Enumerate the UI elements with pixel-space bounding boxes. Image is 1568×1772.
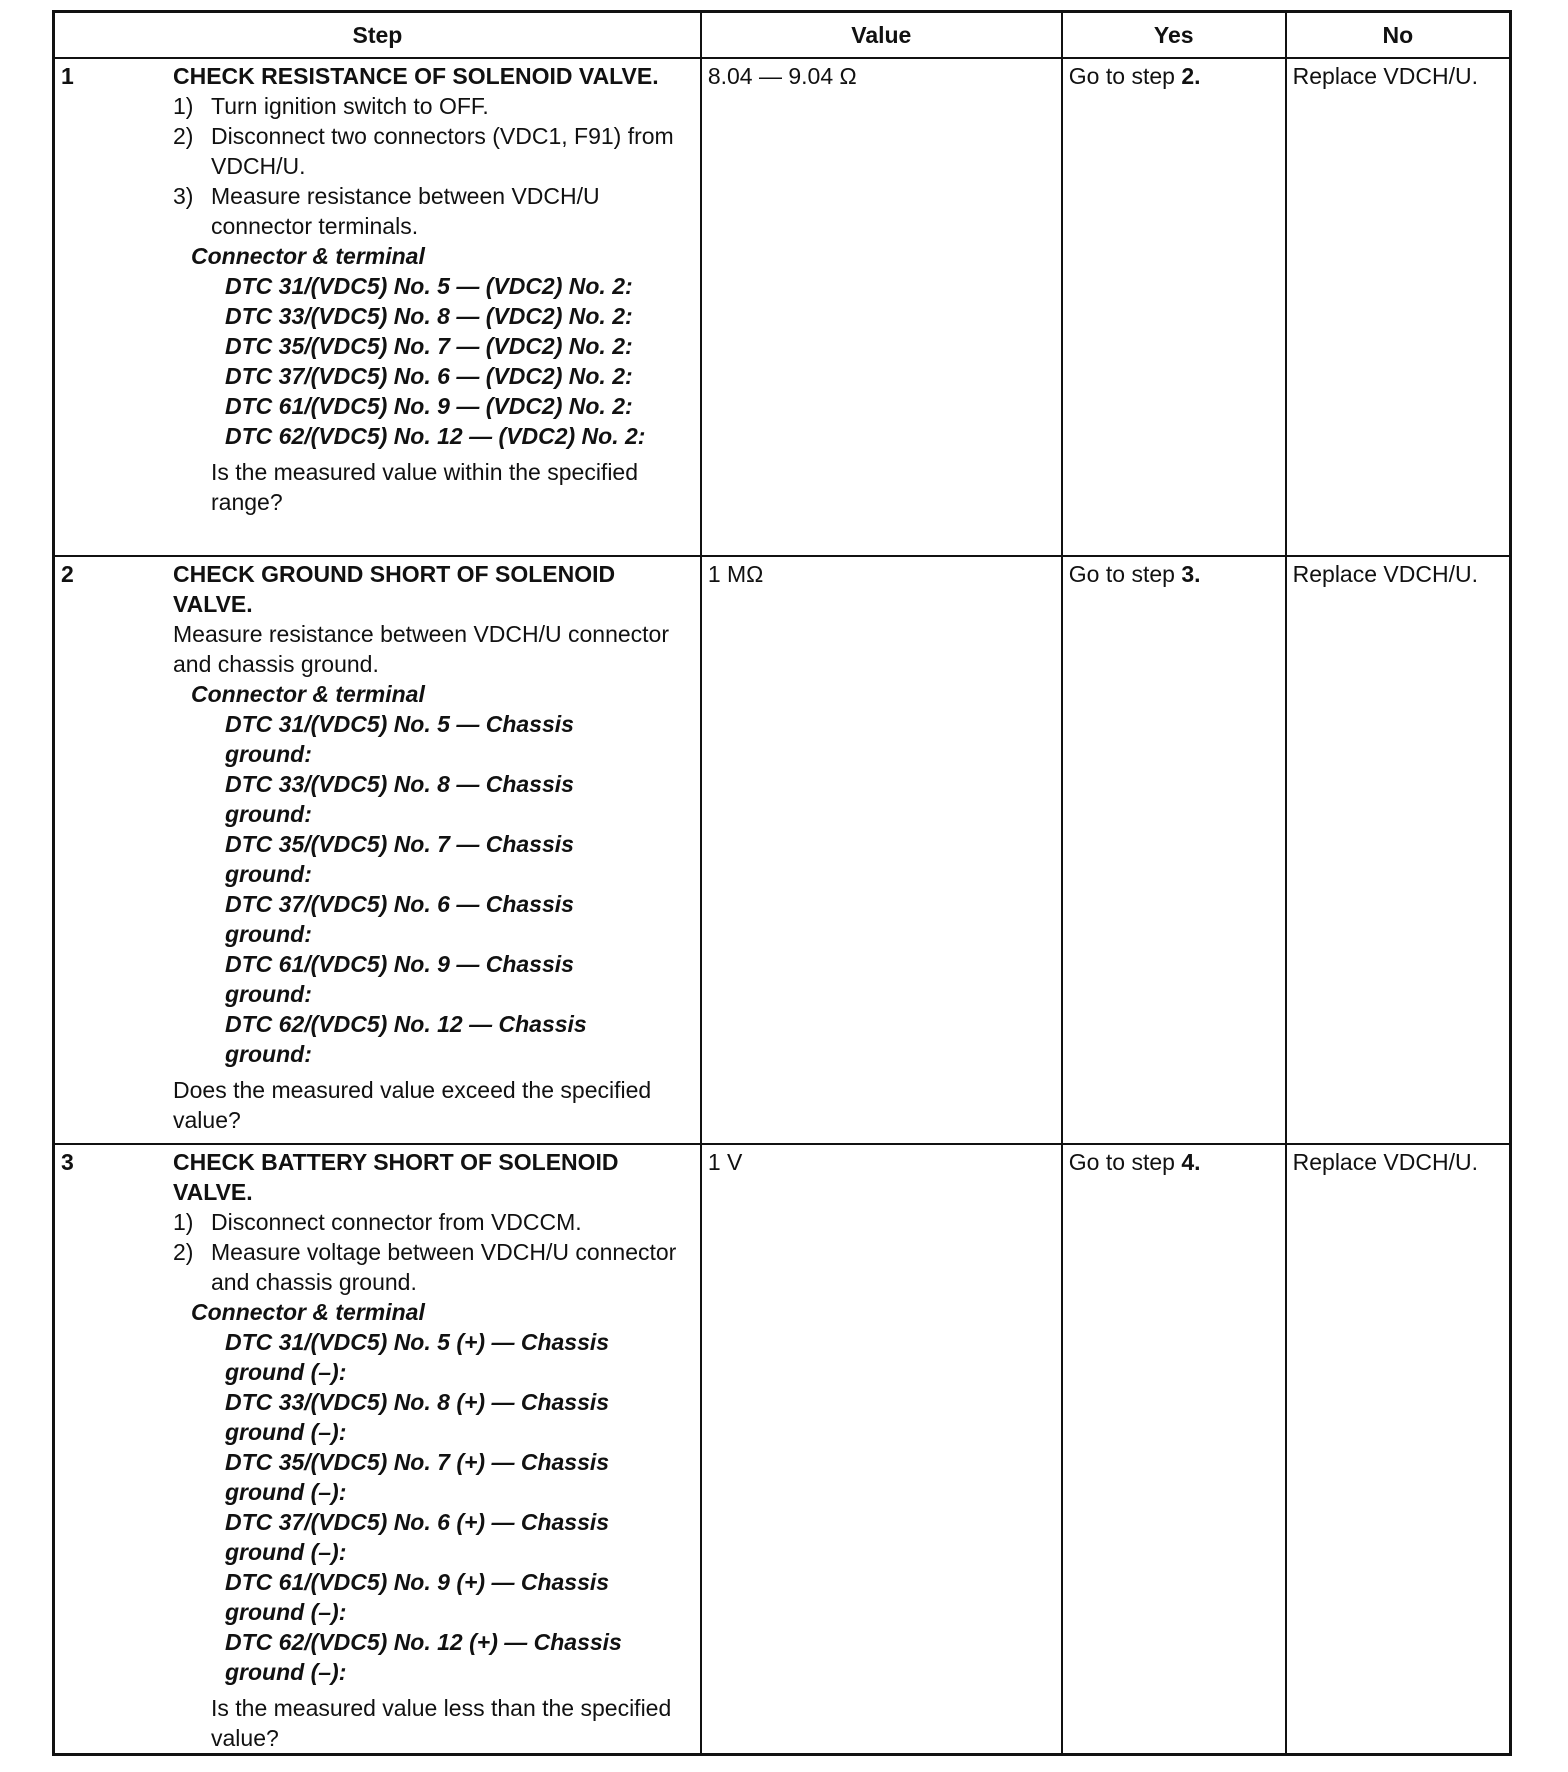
terminal-spec: DTC 33/(VDC5) No. 8 — (VDC2) No. 2: xyxy=(225,303,633,329)
yes-step-ref: 3. xyxy=(1181,561,1201,587)
terminal-spec: DTC 37/(VDC5) No. 6 (+) — Chassis ground (–): xyxy=(225,1509,610,1565)
no-action: Replace VDCH/U. xyxy=(1292,1149,1478,1175)
step-cell xyxy=(54,556,701,1144)
header-yes: Yes xyxy=(1062,12,1286,59)
terminal-spec: DTC 62/(VDC5) No. 12 — Chassis ground: xyxy=(225,1011,587,1067)
procedure-index: 3) xyxy=(173,183,194,209)
table-row xyxy=(54,58,1511,556)
header-value: Value xyxy=(701,12,1062,59)
value-cell xyxy=(701,58,1062,556)
no-action: Replace VDCH/U. xyxy=(1292,561,1478,587)
procedure-item xyxy=(173,1207,694,1237)
step-title: CHECK BATTERY SHORT OF SOLENOID VALVE. xyxy=(173,1149,619,1205)
terminal-spec: DTC 33/(VDC5) No. 8 (+) — Chassis ground (–): xyxy=(225,1389,610,1445)
procedure-index: 1) xyxy=(173,1209,194,1235)
procedure-item xyxy=(173,121,694,181)
yes-step-ref: 2. xyxy=(1181,63,1201,89)
yes-step-ref: 4. xyxy=(1181,1149,1201,1175)
step-number: 3 xyxy=(61,1149,74,1175)
spec-value: 1 V xyxy=(707,1149,743,1175)
yes-cell xyxy=(1062,1144,1286,1755)
no-cell xyxy=(1286,556,1511,1144)
step-number: 1 xyxy=(61,63,74,89)
table-row xyxy=(54,556,1511,1144)
yes-action: Go to step xyxy=(1068,63,1182,89)
value-cell xyxy=(701,1144,1062,1755)
procedure-text: Measure resistance between VDCH/U connector terminals. xyxy=(211,183,600,239)
procedure-index: 2) xyxy=(173,1239,194,1265)
terminal-spec: DTC 37/(VDC5) No. 6 — (VDC2) No. 2: xyxy=(225,363,633,389)
terminal-spec: DTC 61/(VDC5) No. 9 (+) — Chassis ground (–): xyxy=(225,1569,610,1625)
diagnostic-table xyxy=(52,10,1512,1756)
yes-action: Go to step xyxy=(1068,561,1182,587)
terminal-spec: DTC 35/(VDC5) No. 7 — Chassis ground: xyxy=(225,831,574,887)
check-question: Does the measured value exceed the specified value? xyxy=(173,1077,652,1133)
step-title: CHECK GROUND SHORT OF SOLENOID VALVE. xyxy=(173,561,616,617)
step-cell xyxy=(54,1144,701,1755)
terminal-spec: DTC 31/(VDC5) No. 5 (+) — Chassis ground (–): xyxy=(225,1329,610,1385)
spec-value: 1 MΩ xyxy=(707,561,764,587)
terminal-spec: DTC 61/(VDC5) No. 9 — Chassis ground: xyxy=(225,951,574,1007)
terminal-spec: DTC 31/(VDC5) No. 5 — (VDC2) No. 2: xyxy=(225,273,633,299)
diagnostic-procedure-sheet xyxy=(52,10,1512,1756)
spec-value: 8.04 — 9.04 Ω xyxy=(707,63,857,89)
terminal-spec: DTC 35/(VDC5) No. 7 (+) — Chassis ground (–): xyxy=(225,1449,610,1505)
yes-cell xyxy=(1062,58,1286,556)
check-question: Is the measured value less than the specified value? xyxy=(211,1695,672,1751)
terminal-spec: DTC 33/(VDC5) No. 8 — Chassis ground: xyxy=(225,771,574,827)
value-cell xyxy=(701,556,1062,1144)
header-no: No xyxy=(1286,12,1511,59)
no-cell xyxy=(1286,58,1511,556)
no-cell xyxy=(1286,1144,1511,1755)
procedure-text: Disconnect two connectors (VDC1, F91) from VDCH/U. xyxy=(211,123,674,179)
yes-action: Go to step xyxy=(1068,1149,1182,1175)
procedure-item xyxy=(173,91,694,121)
procedure-text: Measure voltage between VDCH/U connector and chassis ground. xyxy=(211,1239,677,1295)
procedure-text: Turn ignition switch to OFF. xyxy=(211,93,489,119)
terminal-spec: DTC 62/(VDC5) No. 12 (+) — Chassis ground (–): xyxy=(225,1629,622,1685)
terminal-spec: DTC 31/(VDC5) No. 5 — Chassis ground: xyxy=(225,711,574,767)
step-cell xyxy=(54,58,701,556)
connector-heading: Connector & terminal xyxy=(191,681,425,707)
procedure-item xyxy=(173,181,694,241)
procedure-text: Disconnect connector from VDCCM. xyxy=(211,1209,582,1235)
terminal-spec: DTC 35/(VDC5) No. 7 — (VDC2) No. 2: xyxy=(225,333,633,359)
terminal-spec: DTC 61/(VDC5) No. 9 — (VDC2) No. 2: xyxy=(225,393,633,419)
procedure-text: Measure resistance between VDCH/U connector and chassis ground. xyxy=(173,621,670,677)
procedure-index: 1) xyxy=(173,93,194,119)
table-row xyxy=(54,1144,1511,1755)
check-question: Is the measured value within the specified range? xyxy=(211,459,639,515)
yes-cell xyxy=(1062,556,1286,1144)
terminal-spec: DTC 62/(VDC5) No. 12 — (VDC2) No. 2: xyxy=(225,423,646,449)
step-number: 2 xyxy=(61,561,74,587)
no-action: Replace VDCH/U. xyxy=(1292,63,1478,89)
procedure-index: 2) xyxy=(173,123,194,149)
step-title: CHECK RESISTANCE OF SOLENOID VALVE. xyxy=(173,63,659,89)
table-header-row xyxy=(54,12,1511,59)
procedure-item xyxy=(173,1237,694,1297)
connector-heading: Connector & terminal xyxy=(191,243,425,269)
terminal-spec: DTC 37/(VDC5) No. 6 — Chassis ground: xyxy=(225,891,574,947)
connector-heading: Connector & terminal xyxy=(191,1299,425,1325)
header-step: Step xyxy=(54,12,701,59)
